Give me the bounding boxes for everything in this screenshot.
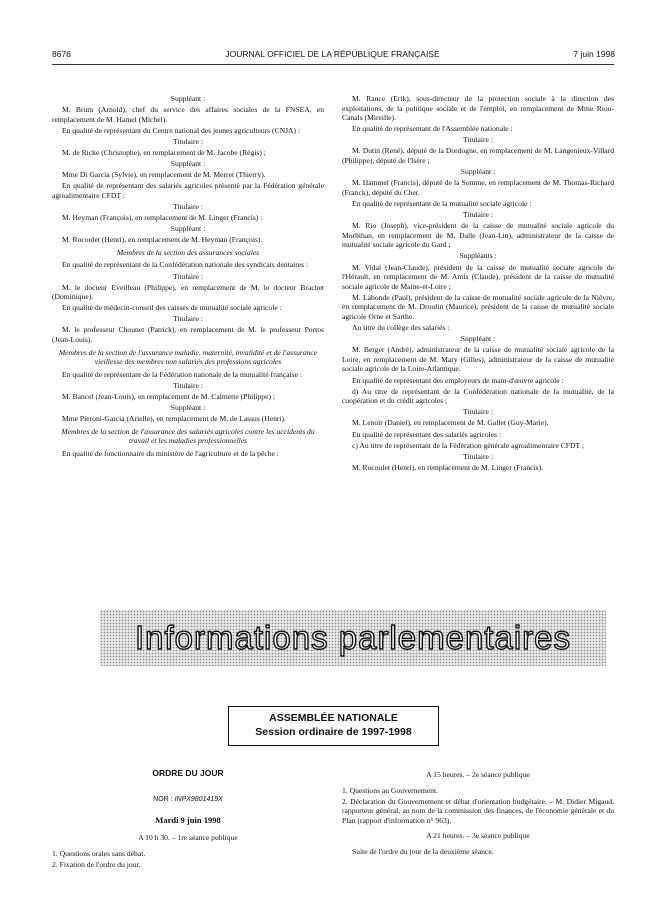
role-label: Suppléant : [460,167,496,177]
paragraph: M. Labonde (Paul), président de la caisse de mutualité sociale agricole de la Nièvre, en remplacement de M. Droulin (Maurice), président de la caisse de mutualité sociale agricole Orne et Sarthe. [342,292,614,321]
section-heading: Membres de la section des assurances sociales [116,247,260,257]
header-rule [52,64,614,65]
banner-title: Informations parlementaires [134,619,572,656]
paragraph: En qualité de représentant de la Confédération nationale des syndicats dentaires : [62,260,309,270]
nor-value: INPX9801419X [174,796,223,803]
paragraph: c) Au titre de représentant de la Fédération générale agroalimentaire CFDT ; [352,440,585,450]
paragraph: M. de Ricke (Christophe), en remplacement de M. Jacobe (Régis) ; [62,147,266,157]
paragraph: M. le docteur Eveilleau (Philippe), en remplacement de M. le docteur Brachet (Dominique). [52,282,324,302]
issue-date: 7 juin 1998 [573,49,615,59]
paragraph: M. Lenoir (Daniel), en remplacement de M. Gallet (Guy-Marie). [352,418,549,428]
session-1 [52,833,324,871]
paragraph: M. Rocoulet (Henri), en remplacement de M. Heyman (François). [62,235,263,245]
section-heading: Membres de la section de l'assurance des salariés agricoles contre les accidents du travail et les maladies professionnelles [61,426,315,446]
sessions-2-3 [342,770,614,858]
paragraph: En qualité de représentant de l'Assemblée nationale : [352,124,513,134]
paragraph: Mme Di Garcia (Sylvie), en remplacement de M. Merret (Thierry). [62,170,266,180]
role-label: Suppléant : [460,334,496,344]
paragraph: M. Rio (Joseph), vice-président de la caisse de mutualité sociale agricole du Morbihan, en remplacement de M. Dalle (Jean-Lin), administrateur de la caisse de mutualité sociale agricole du Gard ; [342,221,614,250]
paragraph: En qualité de représentant des salariés agricoles : [352,429,502,439]
session-3-time: A 21 heures. – 3e séance publique [426,831,530,841]
paragraph: En qualité de représentant de la mutualité sociale agricole : [352,198,532,208]
paragraph: M. le professeur Chounet (Patrick), en remplacement de M. le professeur Portos (Jean-Louis). [52,325,324,345]
session-3-text: Suite de l'ordre du jour de la deuxième séance. [352,847,494,857]
role-label: Suppléant : [170,94,206,103]
paragraph: En qualité de représentant des employeurs de main-d'œuvre agricole : [352,375,564,385]
paragraph: d) Au titre de représentant de la Confédération nationale de la mutualité, de la coopération et du crédit agricoles ; [342,386,614,406]
session-1-item: 1. Questions orales sans débat. [52,848,146,858]
paragraph: En qualité de représentant des salariés agricoles présenté par la Fédération générale agroalimentaire CFDT : [52,181,324,200]
paragraph: M. Hammel (Francis), député de la Somme, en remplacement de M. Thomas-Richard (Franck), député du Cher. [342,178,614,197]
role-label: Suppléant : [170,159,206,169]
paragraph: Mme Pieroni-Garcia (Arielle), en remplacement de M. de Lassus (Henri). [62,414,286,424]
paragraph: M. Berger (André), administrateur de la caisse de mutualité sociale agricole de la Loire, en remplacement de M. Mary (Gilles), administrateur de la caisse de mutualité sociale agricole de la Loire-Atlantique. [342,345,614,374]
session-2-item: 1. Questions au Gouvernement. [342,785,438,795]
paragraph: En qualité de médecin-conseil des caisses de mutualité sociale agricole : [62,303,282,313]
paragraph: En qualité de fonctionnaire du ministère de l'agriculture et de la pêche : [62,449,279,458]
nor-reference [52,796,324,803]
journal-title: JOURNAL OFFICIEL DE LA RÉPUBLIQUE FRANÇAISE [225,49,440,59]
paragraph: Au titre du collège des salariés : [352,323,450,333]
paragraph: En qualité de représentant de la Fédération nationale de la mutualité française : [62,369,302,379]
agenda-title: ORDRE DU JOUR [152,768,224,778]
role-label: Titulaire : [173,271,203,281]
page-header [0,49,665,63]
role-label: Titulaire : [173,136,203,146]
section-heading: Membres de la section de l'assurance maladie, maternité, invalidité et de l'assurance vieillesse des membres non salariés des professions agricoles [58,347,318,367]
role-label: Titulaire : [463,407,493,417]
left-column [52,94,324,460]
nor-label: NOR : [153,796,173,803]
role-label: Titulaire : [463,210,493,220]
role-label: Titulaire : [173,314,203,324]
session-1-item: 2. Fixation de l'ordre du jour. [52,859,141,869]
session-1-time: A 10 h 30. – 1re séance publique [138,833,238,842]
paragraph: M. Vidal (Jean-Claude), président de la caisse de mutualité sociale agricole de l'Hérault, en remplacement de M. Amis (Claude), président de la caisse de mutualité sociale agricole de Maine-et-Loire ; [342,262,614,291]
assembly-name: ASSEMBLÉE NATIONALE [269,712,398,724]
paragraph: M. Dutin (René), député de la Dordogne, en remplacement de M. Langenieux-Villard (Philippe), député de l'Isère ; [342,146,614,166]
paragraph: M. Rocoulet (Henri), en remplacement de M. Linger (Francis). [352,462,544,472]
role-label: Suppléant : [170,224,206,234]
paragraph: M. Rance (Erik), sous-directeur de la protection sociale à la direction des exploitations, de la politique sociale et de l'emploi, en remplacement de Mme Riou-Canals (Mireille). [342,94,614,123]
session-2-time: A 15 heures. – 2e séance publique [426,770,530,779]
role-label: Suppléants : [459,251,497,261]
role-label: Titulaire : [463,135,493,145]
role-label: Titulaire : [463,451,493,461]
role-label: Titulaire : [173,201,203,211]
paragraph: M. Heyman (François), en remplacement de M. Linger (Francis) : [62,213,263,223]
role-label: Suppléant : [170,403,206,413]
paragraph: En qualité de représentant du Centre national des jeunes agriculteurs (CNJA) : [62,125,301,135]
right-column [342,94,614,474]
session-name: Session ordinaire de 1997-1998 [255,726,412,738]
assembly-box [228,706,439,746]
page-number: 8676 [52,49,71,59]
paragraph: M. Brum (Arnold), chef du service des affaires sociales de la FNSEA, en remplacement de M. Hamel (Michel). [52,105,324,124]
paragraph: M. Bancel (Jean-Louis), en remplacement de M. Calmette (Philippe) ; [62,392,275,402]
role-label: Titulaire : [173,380,203,390]
session-2-item: 2. Déclaration du Gouvernement et débat d'orientation budgétaire. – M. Didier Migaud, rapporteur général, au nom de la commission des finances, de l'économie générale et du Plan (rapport d'information n° 963). [342,796,614,825]
agenda-day: Mardi 9 juin 1998 [155,815,221,825]
